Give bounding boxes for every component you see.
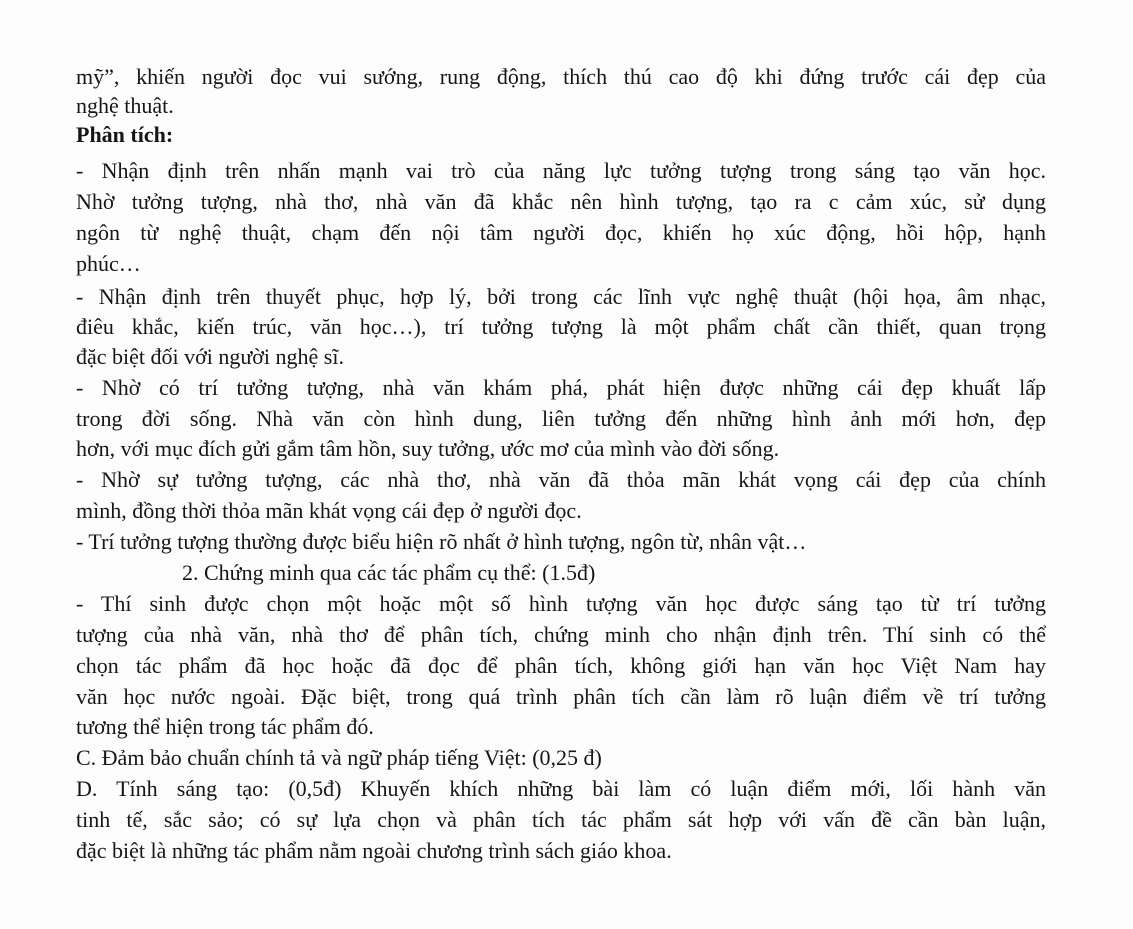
text-line: mỹ”, khiến người đọc vui sướng, rung động, thích thú cao độ khi đứng trước cái đẹp của xyxy=(76,64,1046,89)
text-line: văn học nước ngoài. Đặc biệt, trong quá trình phân tích cần làm rõ luận điểm về trí tưởng xyxy=(76,684,1046,709)
text-line: phúc… xyxy=(76,251,141,276)
numbered-item: 2. Chứng minh qua các tác phẩm cụ thể: (1.5đ) xyxy=(182,560,596,585)
text-line: - Nhờ sự tưởng tượng, các nhà thơ, nhà văn đã thỏa mãn khát vọng cái đẹp của chính xyxy=(76,467,1046,492)
text-line: đặc biệt là những tác phẩm nằm ngoài chương trình sách giáo khoa. xyxy=(76,838,672,863)
text-line: D. Tính sáng tạo: (0,5đ) Khuyến khích những bài làm có luận điểm mới, lối hành văn xyxy=(76,776,1046,801)
text-line: chọn tác phẩm đã học hoặc đã đọc để phân tích, không giới hạn văn học Việt Nam hay xyxy=(76,653,1046,678)
text-line: tượng của nhà văn, nhà thơ để phân tích, chứng minh cho nhận định trên. Thí sinh có thể xyxy=(76,622,1046,647)
text-line: trong đời sống. Nhà văn còn hình dung, liên tưởng đến những hình ảnh mới hơn, đẹp xyxy=(76,406,1046,431)
text-line: - Nhận định trên thuyết phục, hợp lý, bởi trong các lĩnh vực nghệ thuật (hội họa, âm nhạc, xyxy=(76,284,1046,309)
text-line: mình, đồng thời thỏa mãn khát vọng cái đẹp ở người đọc. xyxy=(76,498,582,523)
text-line: Nhờ tưởng tượng, nhà thơ, nhà văn đã khắc nên hình tượng, tạo ra c cảm xúc, sử dụng xyxy=(76,189,1046,214)
text-line: C. Đảm bảo chuẩn chính tả và ngữ pháp tiếng Việt: (0,25 đ) xyxy=(76,745,602,770)
text-line: tinh tế, sắc sảo; có sự lựa chọn và phân tích tác phẩm sát hợp với vấn đề cần bàn luận, xyxy=(76,807,1046,832)
text-line: - Nhờ có trí tưởng tượng, nhà văn khám phá, phát hiện được những cái đẹp khuất lấp xyxy=(76,375,1046,400)
text-line: đặc biệt đối với người nghệ sĩ. xyxy=(76,344,344,369)
text-line: - Nhận định trên nhấn mạnh vai trò của năng lực tưởng tượng trong sáng tạo văn học. xyxy=(76,158,1046,183)
text-line: nghệ thuật. xyxy=(76,93,174,118)
text-line: hơn, với mục đích gửi gắm tâm hồn, suy tưởng, ước mơ của mình vào đời sống. xyxy=(76,436,780,461)
section-heading: Phân tích: xyxy=(76,122,174,147)
text-line: điêu khắc, kiến trúc, văn học…), trí tưởng tượng là một phẩm chất cần thiết, quan trọng xyxy=(76,314,1046,339)
text-line: ngôn từ nghệ thuật, chạm đến nội tâm người đọc, khiến họ xúc động, hồi hộp, hạnh xyxy=(76,220,1046,245)
text-line: - Trí tưởng tượng thường được biểu hiện rõ nhất ở hình tượng, ngôn từ, nhân vật… xyxy=(76,529,807,554)
text-line: - Thí sinh được chọn một hoặc một số hình tượng văn học được sáng tạo từ trí tưởng xyxy=(76,591,1046,616)
text-line: tương thể hiện trong tác phẩm đó. xyxy=(76,714,374,739)
